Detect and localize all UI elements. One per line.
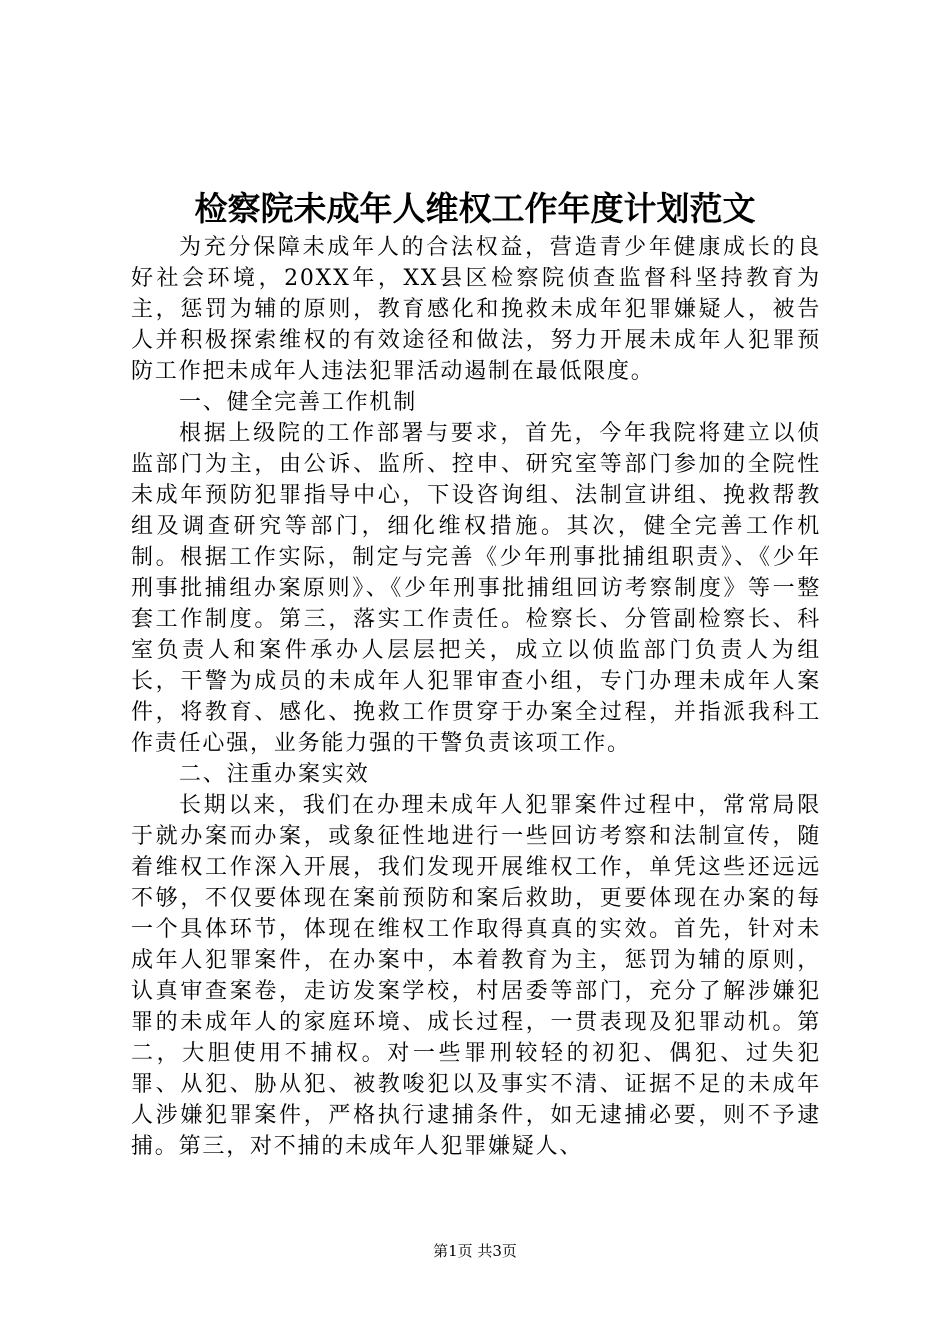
intro-paragraph: 为充分保障未成年人的合法权益，营造青少年健康成长的良好社会环境，20XX年，XX县区检察院侦查监督科坚持教育为主，惩罚为辅的原则，教育感化和挽救未成年犯罪嫌疑人，被告人并积极探索维权的有效途径和做法，努力开展未成年人犯罪预防工作把未成年人违法犯罪活动遏制在最低限度。 <box>131 235 821 384</box>
document-title: 检察院未成年人维权工作年度计划范文 <box>194 189 756 228</box>
page-number-footer: 第1页 共3页 <box>433 1242 517 1260</box>
section-2-paragraph: 长期以来，我们在办理未成年人犯罪案件过程中，常常局限于就办案而办案，或象征性地进行一些回访考察和法制宣传，随着维权工作深入开展，我们发现开展维权工作，单凭这些还远远不够，不仅要体现在案前预防和案后救助，更要体现在办案的每一个具体环节，体现在维权工作取得真真的实效。首先，针对未成年人犯罪案件，在办案中，本着教育为主，惩罚为辅的原则，认真审查案卷，走访发案学校，村居委等部门，充分了解涉嫌犯罪的未成年人的家庭环境、成长过程，一贯表现及犯罪动机。第二，大胆使用不捕权。对一些罪刑较轻的初犯、偶犯、过失犯罪、从犯、胁从犯、被教唆犯以及事实不清、证据不足的未成年人涉嫌犯罪案件，严格执行逮捕条件，如无逮捕必要，则不予逮捕。第三，对不捕的未成年人犯罪嫌疑人、 <box>131 793 821 1159</box>
section-1-paragraph: 根据上级院的工作部署与要求，首先，今年我院将建立以侦监部门为主，由公诉、监所、控申、研究室等部门参加的全院性未成年预防犯罪指导中心，下设咨询组、法制宣讲组、挽救帮教组及调查研究等部门，细化维权措施。其次，健全完善工作机制。根据工作实际，制定与完善《少年刑事批捕组职责》、《少年刑事批捕组办案原则》、《少年刑事批捕组回访考察制度》等一整套工作制度。第三，落实工作责任。检察长、分管副检察长、科室负责人和案件承办人层层把关，成立以侦监部门负责人为组长，干警为成员的未成年人犯罪审查小组，专门办理未成年人案件，将教育、感化、挽救工作贯穿于办案全过程，并指派我科工作责任心强，业务能力强的干警负责该项工作。 <box>131 421 821 756</box>
section-2-heading: 二、注重办案实效 <box>179 762 370 787</box>
document-body <box>131 232 821 1162</box>
section-1-heading: 一、健全完善工作机制 <box>179 390 418 415</box>
